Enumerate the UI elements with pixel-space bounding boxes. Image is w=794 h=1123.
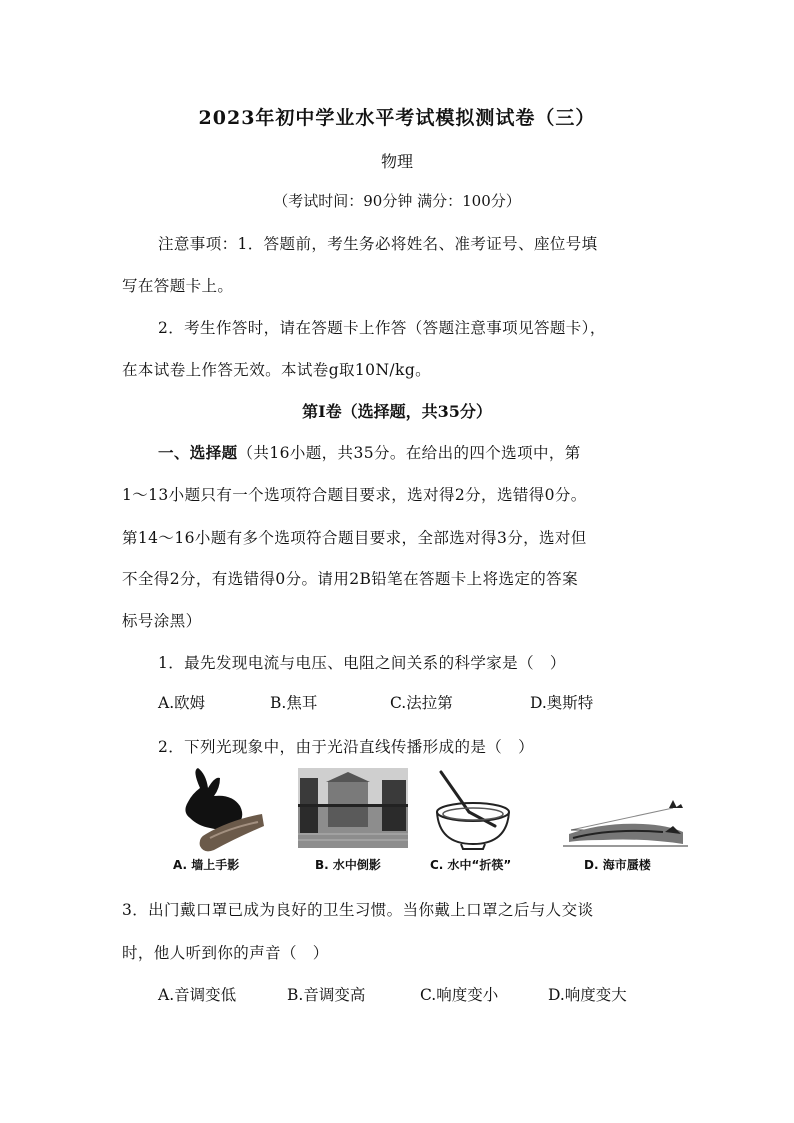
question-2-stem: 2．下列光现象中，由于光沿直线传播形成的是（ ） xyxy=(158,738,534,756)
notes-line-3: 2．考生作答时，请在答题卡上作答（答题注意事项见答题卡）， xyxy=(158,319,606,337)
question-2-figures xyxy=(165,768,695,878)
figure-d-caption: D. 海市蜃楼 xyxy=(584,858,651,872)
bent-chopstick-in-bowl-image xyxy=(433,768,513,850)
question-3-stem-line-2: 时，他人听到你的声音（ ） xyxy=(122,944,329,962)
instructions-label: 一、选择题 xyxy=(158,443,238,462)
instructions-line-2: 1～13小题只有一个选项符合题目要求，选对得2分，选错得0分。 xyxy=(122,486,587,504)
question-3-option-b[interactable]: B.音调变高 xyxy=(287,986,366,1004)
question-3-option-d[interactable]: D.响度变大 xyxy=(548,986,627,1004)
instructions-line-4: 不全得2分，有选错得0分。请用2B铅笔在答题卡上将选定的答案 xyxy=(122,570,578,588)
exam-subject: 物理 xyxy=(380,152,413,171)
figure-b-caption: B. 水中倒影 xyxy=(315,858,381,872)
question-1-option-b[interactable]: B.焦耳 xyxy=(270,694,318,712)
question-3-stem-line-1: 3．出门戴口罩已成为良好的卫生习惯。当你戴上口罩之后与人交谈 xyxy=(122,901,594,919)
question-1-stem: 1．最先发现电流与电压、电阻之间关系的科学家是（ ） xyxy=(158,654,566,672)
question-3-option-c[interactable]: C.响度变小 xyxy=(420,986,499,1004)
question-3-option-a[interactable]: A.音调变低 xyxy=(158,986,237,1004)
hand-shadow-rabbit-image xyxy=(170,768,265,854)
exam-title: 2023年初中学业水平考试模拟测试卷（三） xyxy=(198,107,596,129)
water-reflection-image xyxy=(298,768,408,848)
instructions-line-1 xyxy=(158,441,581,463)
notes-line-2: 写在答题卡上。 xyxy=(122,277,234,295)
mirage-image xyxy=(563,768,688,850)
notes-line-1: 注意事项：1．答题前，考生务必将姓名、准考证号、座位号填 xyxy=(158,235,598,253)
instructions-line-3: 第14～16小题有多个选项符合题目要求，全部选对得3分，选对但 xyxy=(122,529,587,547)
figure-a-caption: A. 墙上手影 xyxy=(173,858,240,872)
question-1-option-a[interactable]: A.欧姆 xyxy=(158,694,206,712)
section-title: 第Ⅰ卷（选择题，共35分） xyxy=(302,402,492,421)
question-1-option-c[interactable]: C.法拉第 xyxy=(390,694,453,712)
exam-time-score: （考试时间：90分钟 满分：100分） xyxy=(273,192,521,210)
question-1-option-d[interactable]: D.奥斯特 xyxy=(530,694,594,712)
notes-line-4: 在本试卷上作答无效。本试卷g取10N/kg。 xyxy=(122,361,432,379)
instructions-text-1: （共16小题，共35分。在给出的四个选项中，第 xyxy=(237,444,581,462)
figure-c-caption: C. 水中“折筷” xyxy=(430,858,512,872)
instructions-line-5: 标号涂黑） xyxy=(122,612,202,630)
